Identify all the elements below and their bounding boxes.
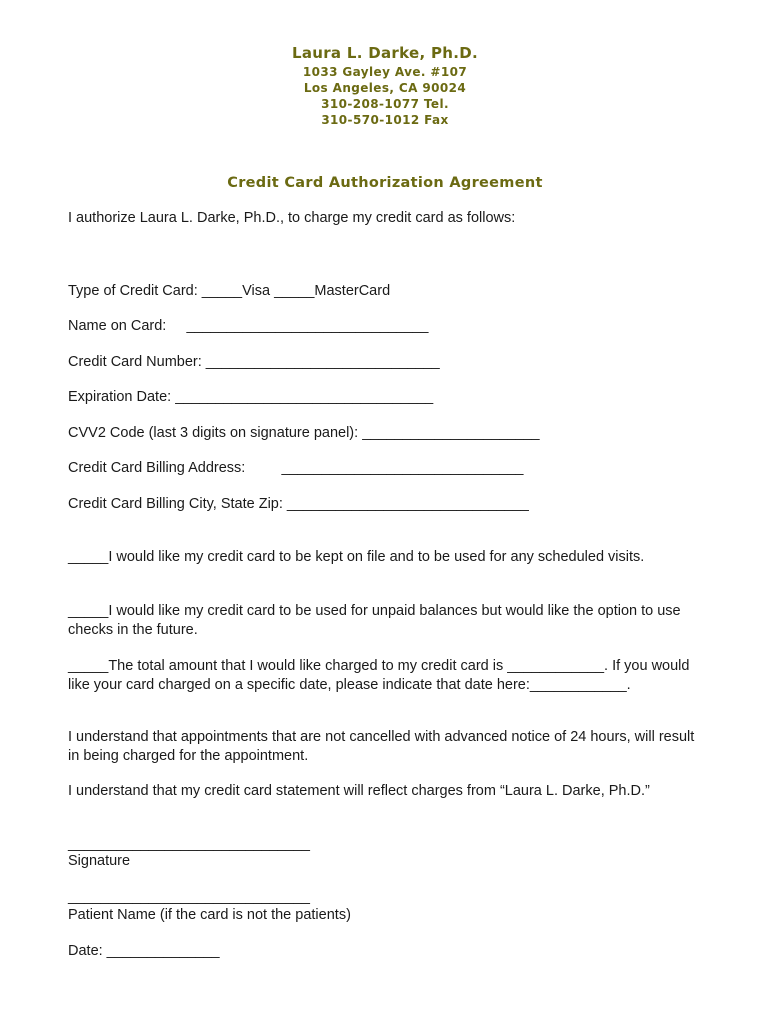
address-line-2: Los Angeles, CA 90024 [303, 81, 467, 95]
cancellation-policy: I understand that appointments that are not cancelled with advanced notice of 24 hours, will result in being charged for the appointment. [68, 729, 695, 764]
name-on-card-field: Name on Card: ______________________________ [68, 318, 429, 334]
patient-name-label: Patient Name (if the card is not the patients) [68, 907, 351, 923]
option-total-amount: _____The total amount that I would like charged to my credit card is ____________. If you would like your card charged on a specific date, please indicate that date here:____________. [68, 658, 690, 693]
card-type-field: Type of Credit Card: _____Visa _____MasterCard [68, 283, 391, 299]
form-title: Credit Card Authorization Agreement [227, 175, 543, 191]
cvv-field: CVV2 Code (last 3 digits on signature panel): ______________________ [68, 425, 540, 441]
statement-notice: I understand that my credit card statement will reflect charges from “Laura L. Darke, Ph.D.” [68, 783, 650, 799]
billing-address-field: Credit Card Billing Address: ______________________________ [68, 460, 524, 476]
billing-city-field: Credit Card Billing City, State Zip: ______________________________ [68, 496, 529, 512]
letterhead [0, 42, 770, 128]
signature-line: ______________________________ [68, 836, 310, 852]
practitioner-name: Laura L. Darke, Ph.D. [291, 44, 479, 62]
option-keep-on-file: _____I would like my credit card to be kept on file and to be used for any scheduled visits. [68, 549, 645, 565]
expiration-date-field: Expiration Date: ________________________________ [68, 389, 434, 405]
intro-text: I authorize Laura L. Darke, Ph.D., to charge my credit card as follows: [68, 210, 516, 226]
phone-number: 310-208-1077 Tel. [321, 97, 449, 111]
date-field: Date: ______________ [68, 943, 220, 959]
address-line-1: 1033 Gayley Ave. #107 [302, 65, 468, 79]
option-unpaid-balances: _____I would like my credit card to be used for unpaid balances but would like the option to use checks in the future. [68, 603, 681, 638]
card-number-field: Credit Card Number: _____________________________ [68, 354, 440, 370]
signature-label: Signature [68, 853, 131, 869]
fax-number: 310-570-1012 Fax [321, 113, 449, 127]
patient-name-line: ______________________________ [68, 889, 310, 905]
